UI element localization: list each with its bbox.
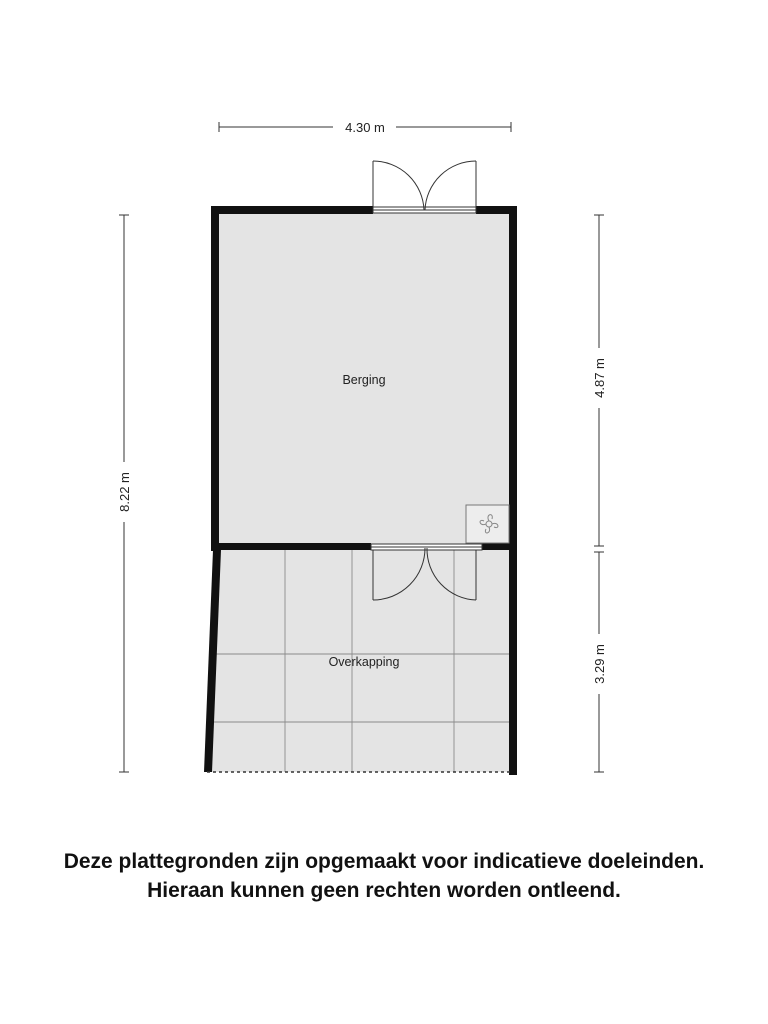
ventilation-fan-icon [466,505,509,543]
dimension-label-right-lower: 3.29 m [592,644,607,684]
disclaimer-line-2: Hieraan kunnen geen rechten worden ontleend. [147,879,621,902]
room-label-overkapping: Overkapping [328,655,400,669]
disclaimer-line-1: Deze plattegronden zijn opgemaakt voor indicatieve doeleinden. [63,850,705,873]
top-double-door [373,161,476,213]
dimension-label-right-upper: 4.87 m [592,358,607,398]
dimension-label-left: 8.22 m [117,472,132,512]
room-label-berging: Berging [342,373,386,387]
dimension-label-top: 4.30 m [345,120,385,135]
